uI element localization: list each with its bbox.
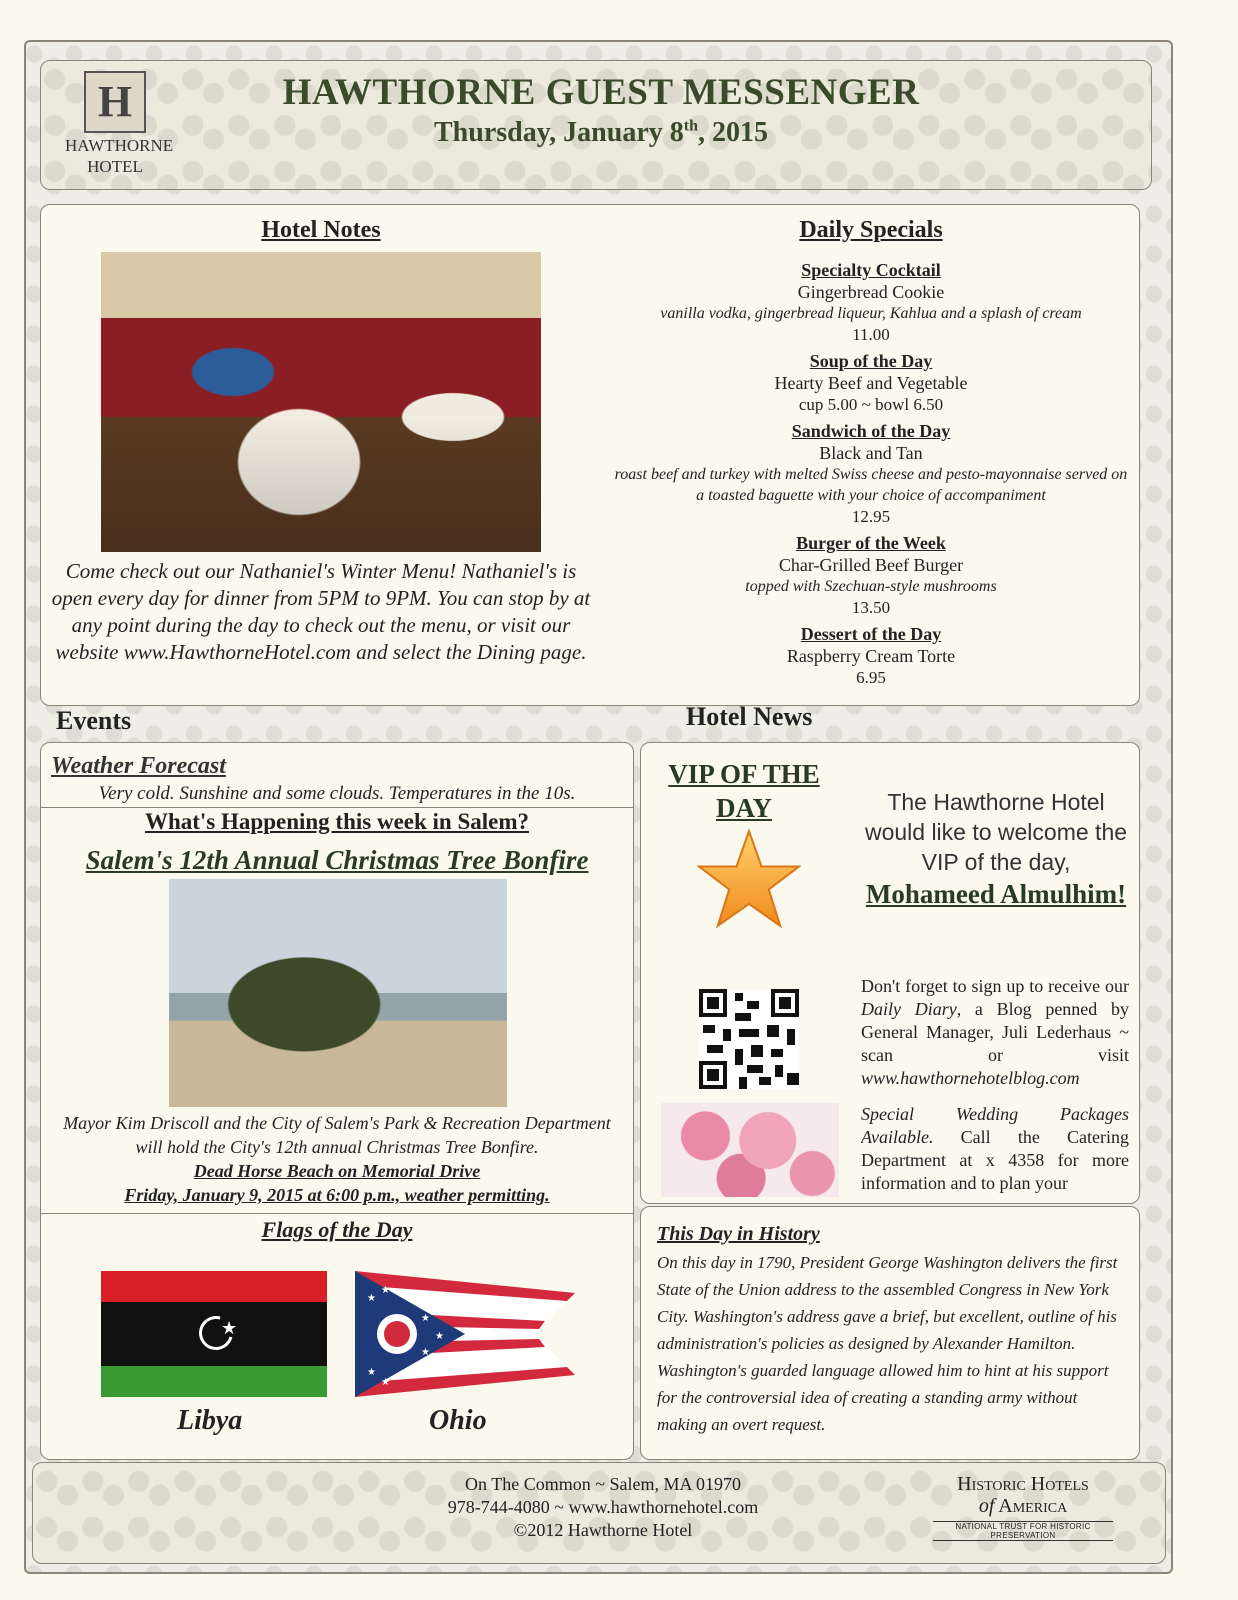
special-name: Black and Tan [819, 443, 923, 463]
special-price: 13.50 [851, 598, 891, 617]
special-description: roast beef and turkey with melted Swiss cheese and pesto-mayonnaise served on a toasted baguette with your choice of accompaniment [614, 466, 1128, 504]
special-name: Hearty Beef and Vegetable [774, 373, 968, 393]
ohio-flag-icon [355, 1271, 575, 1397]
flags-title: Flags of the Day [261, 1217, 413, 1242]
qr-code-icon [699, 989, 799, 1089]
blog-link[interactable]: www.hawthornehotelblog.com [861, 1068, 1080, 1088]
newsletter-title: HAWTHORNE GUEST MESSENGER [282, 72, 920, 113]
daily-specials [611, 217, 1131, 688]
history-text: On this day in 1790, President George Washington delivers the first State of the Union address to the assembled Congress in New York City. Washington's address gave a brief, but excellent, outline of his administration's policies as designed by Alexander Hamilton. Washington's guarded language allowed him to hint at his support for the controversial idea of creating a standing army without making an overt request. [657, 1253, 1118, 1434]
special-item [611, 533, 1131, 618]
special-heading: Specialty Cocktail [801, 260, 941, 280]
event-title: Salem's 12th Annual Christmas Tree Bonfire [85, 845, 589, 875]
svg-text:★: ★ [421, 1347, 430, 1358]
hha-line3: NATIONAL TRUST FOR HISTORIC PRESERVATION [933, 1521, 1113, 1541]
hha-of: of [978, 1495, 995, 1517]
special-item [611, 421, 1131, 527]
happening-title: What's Happening this week in Salem? [144, 809, 530, 834]
svg-text:★: ★ [367, 1367, 376, 1378]
hotel-logo [65, 71, 174, 176]
special-description: vanilla vodka, gingerbread liqueur, Kahlua and a splash of cream [660, 305, 1082, 322]
date-suffix: th [683, 117, 698, 135]
divider [41, 807, 633, 808]
newsletter-page [24, 40, 1173, 1574]
event-location: Dead Horse Beach on Memorial Drive [193, 1161, 481, 1181]
logo-text-line2: HOTEL [87, 157, 143, 176]
date-year: , 2015 [697, 117, 768, 148]
special-name: Gingerbread Cookie [797, 282, 945, 302]
hotel-news-label: Hotel News [686, 702, 813, 731]
daily-diary-text [861, 975, 1129, 1090]
svg-text:★: ★ [421, 1313, 430, 1324]
notes-specials-panel [40, 204, 1140, 706]
wedding-text: Call the Catering Department at x 4358 for more information and to plan your [861, 1127, 1129, 1193]
weather-forecast-title: Weather Forecast [51, 753, 226, 779]
footer-contact [363, 1473, 843, 1542]
vip-welcome [861, 787, 1131, 911]
libya-flag-icon: ★ [101, 1271, 327, 1397]
footer [32, 1462, 1166, 1564]
header [40, 60, 1152, 190]
roses-photo [661, 1103, 839, 1197]
welcome-text: The Hawthorne Hotel would like to welcome the VIP of the day, [864, 789, 1128, 875]
vip-name: Mohameed Almulhim! [865, 879, 1127, 909]
date-main: Thursday, January 8 [434, 117, 684, 148]
event-text: Mayor Kim Driscoll and the City of Salem's Park & Recreation Department will hold the City's 12th annual Christmas Tree Bonfire. [63, 1113, 611, 1157]
special-price: cup 5.00 ~ bowl 6.50 [798, 395, 944, 414]
svg-text:★: ★ [381, 1285, 390, 1296]
daily-specials-title: Daily Specials [799, 217, 943, 243]
events-label: Events [56, 706, 132, 735]
diary-name: Daily Diary [861, 999, 957, 1019]
hha-line1: Historic Hotels [957, 1473, 1089, 1495]
special-description: topped with Szechuan-style mushrooms [745, 578, 997, 595]
dining-room-photo [101, 252, 541, 552]
svg-text:★: ★ [381, 1377, 390, 1388]
diary-text-b: , a Blog penned by General Manager, Juli Lederhaus ~ scan or visit [861, 999, 1130, 1065]
vip-title: VIP OF THE DAY [668, 759, 820, 823]
footer-copyright: ©2012 Hawthorne Hotel [513, 1520, 693, 1540]
logo-text-line1: HAWTHORNE [65, 136, 174, 155]
special-name: Char-Grilled Beef Burger [778, 555, 964, 575]
footer-address: On The Common ~ Salem, MA 01970 [465, 1474, 741, 1494]
hotel-notes-text: Come check out our Nathaniel's Winter Menu! Nathaniel's is open every day for dinner from 5PM to 9PM. You can stop by at any point during the day to check out the menu, or visit our website www.HawthorneHotel.com and select the Dining page. [51, 559, 591, 664]
footer-phone-web: 978-744-4080 ~ www.hawthornehotel.com [447, 1497, 759, 1517]
diary-text-a: Don't forget to sign up to receive our [861, 976, 1129, 996]
wedding-heading: Special Wedding Packages Available. [861, 1104, 1129, 1147]
special-price: 11.00 [852, 325, 890, 344]
special-price: 6.95 [856, 668, 886, 687]
hotel-notes-title: Hotel Notes [261, 217, 381, 243]
special-item [611, 260, 1131, 345]
flag-label-ohio: Ohio [429, 1405, 487, 1436]
bonfire-photo [169, 879, 507, 1107]
flag-label-libya: Libya [177, 1405, 243, 1436]
logo-monogram-icon [84, 71, 146, 133]
svg-text:★: ★ [367, 1293, 376, 1304]
event-time: Friday, January 9, 2015 at 6:00 p.m., weather permitting. [124, 1185, 550, 1205]
special-price: 12.95 [851, 507, 891, 526]
special-name: Raspberry Cream Torte [786, 646, 956, 666]
history-panel [640, 1206, 1140, 1460]
newsletter-date [221, 117, 981, 149]
event-description [51, 1111, 623, 1207]
svg-text:★: ★ [435, 1331, 444, 1342]
special-item [611, 624, 1131, 688]
hotel-notes [51, 217, 591, 666]
history-title: This Day in History [657, 1223, 820, 1245]
special-heading: Dessert of the Day [800, 624, 942, 644]
hha-america: America [998, 1495, 1068, 1517]
star-icon [697, 827, 801, 931]
weather-forecast-text: Very cold. Sunshine and some clouds. Temperatures in the 10s. [98, 783, 576, 804]
wedding-packages-text [861, 1103, 1129, 1197]
special-heading: Soup of the Day [809, 351, 933, 371]
historic-hotels-logo [933, 1473, 1113, 1541]
vip-panel [640, 742, 1140, 1204]
special-heading: Burger of the Week [796, 533, 946, 553]
events-panel [40, 742, 634, 1460]
special-heading: Sandwich of the Day [791, 421, 951, 441]
divider [41, 1213, 633, 1214]
special-item [611, 351, 1131, 415]
hha-line2 [933, 1495, 1113, 1517]
